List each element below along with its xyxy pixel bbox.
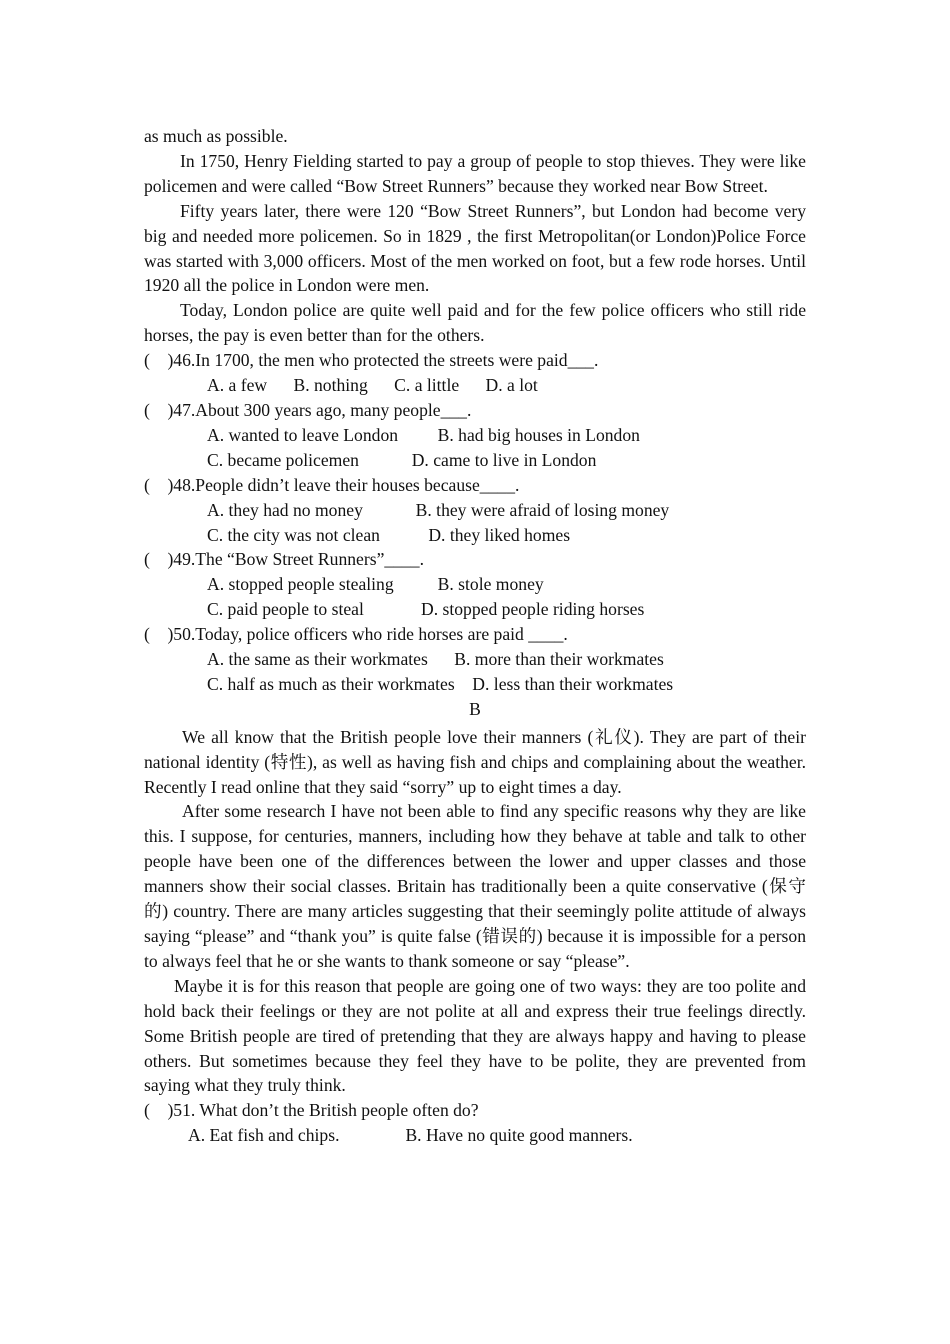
question-options: C. paid people to steal D. stopped people riding horses <box>207 599 645 620</box>
question-stem: ( )50.Today, police officers who ride horses are paid ____. <box>144 624 568 645</box>
passage-b-paragraph-1: We all know that the British people love their manners (礼仪). They are part of their national identity (特性), as well as having fish and chips and complaining about the weather. Recently I read online that they said “sorry” up to eight times a day. <box>144 726 806 797</box>
question-stem: ( )46.In 1700, the men who protected the streets were paid___. <box>144 350 599 371</box>
passage-a-paragraph-1: In 1750, Henry Fielding started to pay a group of people to stop thieves. They were like policemen and were called “Bow Street Runners” because they worked near Bow Street. <box>144 150 806 196</box>
question-options: C. became policemen D. came to live in London <box>207 449 597 470</box>
question-options: A. Eat fish and chips. B. Have no quite good manners. <box>188 1125 633 1146</box>
question-50 <box>144 622 806 697</box>
passage-a-fragment: as much as possible. <box>144 126 288 146</box>
question-stem: ( )48.People didn’t leave their houses because____. <box>144 474 520 495</box>
question-stem: ( )49.The “Bow Street Runners”____. <box>144 549 424 570</box>
question-options: C. half as much as their workmates D. less than their workmates <box>207 673 674 694</box>
section-heading-b: B <box>469 698 481 719</box>
passage-a-paragraph-2: Fifty years later, there were 120 “Bow Street Runners”, but London had become very big and needed more policemen. So in 1829 , the first Metropolitan(or London)Police Force was started with 3,000 officers. Most of the men worked on foot, but a few rode horses. Until 1920 all the police in London were men. <box>144 200 806 296</box>
question-stem: ( )47.About 300 years ago, many people___. <box>144 399 472 420</box>
question-options: A. a few B. nothing C. a little D. a lot <box>207 375 538 396</box>
question-options: A. the same as their workmates B. more than their workmates <box>207 649 664 670</box>
passage-a-paragraph-3: Today, London police are quite well paid and for the few police officers who still ride horses, the pay is even better than for the others. <box>144 300 806 346</box>
question-49 <box>144 547 806 622</box>
question-options: A. stopped people stealing B. stole money <box>207 574 544 595</box>
question-47 <box>144 398 806 473</box>
document-page <box>144 124 806 1148</box>
question-options: A. wanted to leave London B. had big houses in London <box>207 424 640 445</box>
question-48 <box>144 473 806 548</box>
question-stem: ( )51. What don’t the British people often do? <box>144 1100 479 1121</box>
question-46 <box>144 348 806 398</box>
passage-b-paragraph-3: Maybe it is for this reason that people are going one of two ways: they are too polite and hold back their feelings or they are not polite at all and express their true feelings directly. Some British people are tired of pretending that they are always happy and having to please others. But sometimes because they feel they have to be polite, they are prevented from saying what they truly think. <box>144 975 806 1096</box>
passage-b-paragraph-2: After some research I have not been able to find any specific reasons why they are like this. I suppose, for centuries, manners, including how they behave at table and talk to other people have been one of the differences between the lower and upper classes and those manners show their social classes. Britain has traditionally been a quite conservative (保守的) country. There are many articles suggesting that their seemingly polite attitude of always saying “please” and “thank you” is quite false (错误的) because it is impossible for a person to always feel that he or she wants to thank someone or say “please”. <box>144 801 806 971</box>
question-options: C. the city was not clean D. they liked homes <box>207 524 571 545</box>
question-51 <box>144 1098 806 1148</box>
question-options: A. they had no money B. they were afraid of losing money <box>207 499 670 520</box>
